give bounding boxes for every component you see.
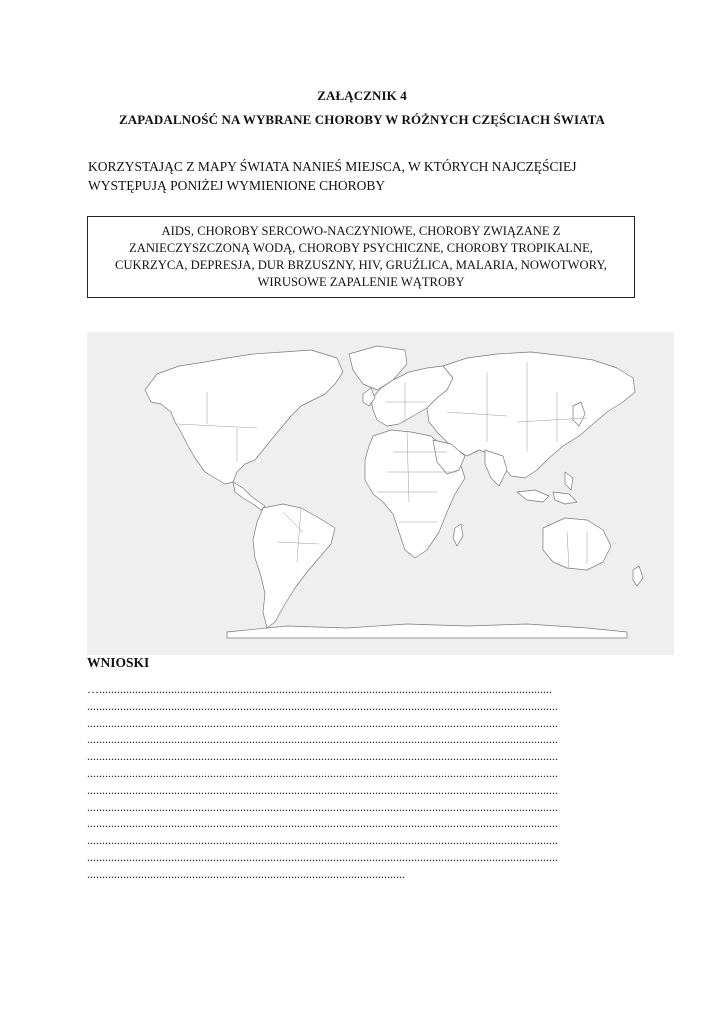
conclusions-heading: WNIOSKI <box>87 655 150 670</box>
annex-label: ZAŁĄCZNIK 4 <box>317 88 407 103</box>
disease-list-box <box>87 216 635 298</box>
answer-line[interactable]: ............................................................................................................................................................. <box>87 833 558 848</box>
answer-line[interactable]: ............................................................................................................................................................. <box>87 849 558 864</box>
answer-line-last[interactable]: .......................................................................................................... <box>87 866 405 881</box>
answer-line[interactable]: ............................................................................................................................................................. <box>87 749 558 764</box>
answer-line[interactable]: ............................................................................................................................................................. <box>87 715 558 730</box>
world-map[interactable] <box>87 332 674 655</box>
new-zealand-shape <box>633 566 643 586</box>
answer-line[interactable]: ............................................................................................................................................................. <box>87 698 558 713</box>
disease-list-line-3: CUKRZYCA, DEPRESJA, DUR BRZUSZNY, HIV, GRUŹLICA, MALARIA, NOWOTWORY, <box>115 258 607 272</box>
answer-line[interactable]: ............................................................................................................................................................. <box>87 799 558 814</box>
north-america-shape <box>145 350 343 484</box>
australia-shape <box>543 518 611 570</box>
south-america-shape <box>253 504 335 628</box>
answer-line[interactable]: ............................................................................................................................................................. <box>87 782 558 797</box>
answer-line[interactable]: …....................................................................................................................................................... <box>87 682 552 696</box>
answer-line[interactable]: ............................................................................................................................................................. <box>87 816 558 831</box>
disease-list <box>93 223 629 291</box>
conclusions-answer-lines[interactable] <box>87 681 639 883</box>
madagascar-shape <box>453 524 463 546</box>
disease-list-line-2: ZANIECZYSZCZONĄ WODĄ, CHOROBY PSYCHICZNE, CHOROBY TROPIKALNE, <box>129 241 593 255</box>
antarctica-shape <box>227 624 627 638</box>
page-title: ZAPADALNOŚĆ NA WYBRANE CHOROBY W RÓŻNYCH CZĘŚCIACH ŚWIATA <box>119 112 605 127</box>
disease-list-line-1: AIDS, CHOROBY SERCOWO-NACZYNIOWE, CHOROBY ZWIĄZANE Z <box>161 224 561 238</box>
world-map-outline <box>87 332 674 655</box>
instruction-line-1: KORZYSTAJĄC Z MAPY ŚWIATA NANIEŚ MIEJSCA, W KTÓRYCH NAJCZĘŚCIEJ <box>88 159 577 174</box>
central-america-shape <box>233 482 265 510</box>
answer-line[interactable]: ............................................................................................................................................................. <box>87 732 558 747</box>
answer-line[interactable]: ............................................................................................................................................................. <box>87 765 558 780</box>
instruction-line-2: WYSTĘPUJĄ PONIŻEJ WYMIENIONE CHOROBY <box>88 178 386 193</box>
disease-list-line-4: WIRUSOWE ZAPALENIE WĄTROBY <box>257 275 465 289</box>
instruction-text <box>88 157 648 195</box>
